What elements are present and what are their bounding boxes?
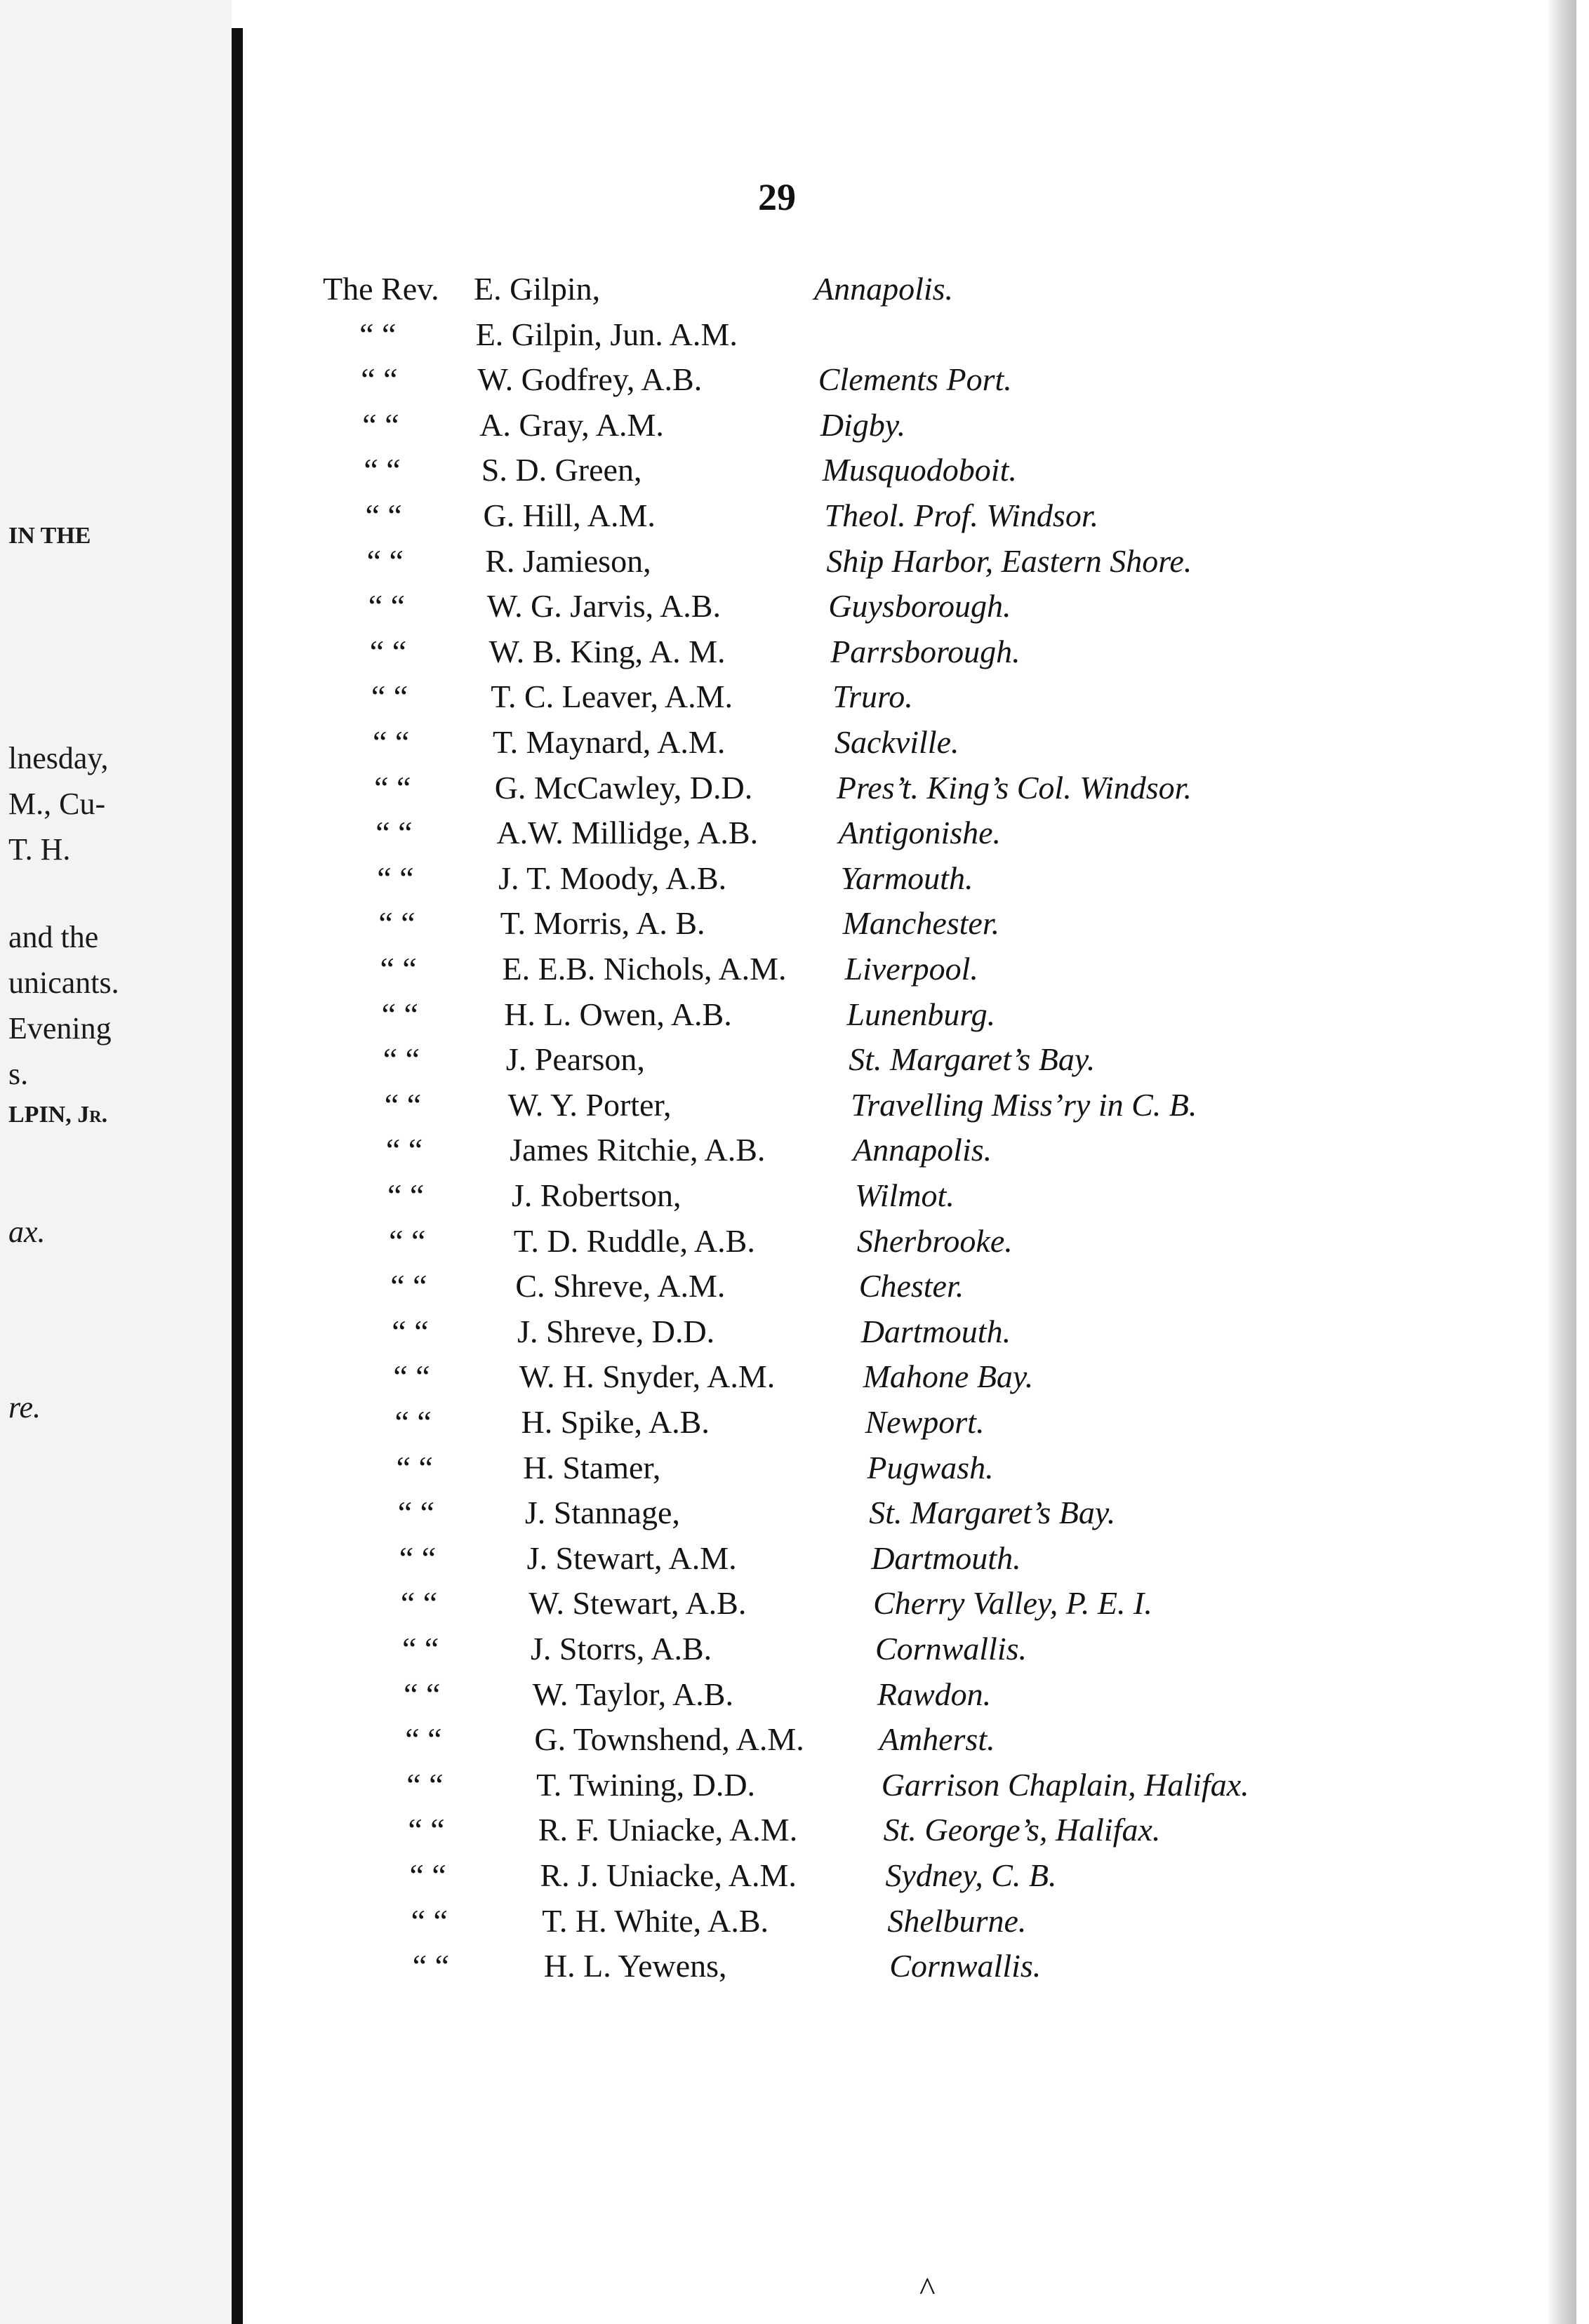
entry-prefix: “ “ xyxy=(369,633,407,669)
entry-prefix: “ “ xyxy=(365,497,402,533)
entry-prefix: “ “ xyxy=(385,1132,423,1168)
clergy-name: E. E.B. Nichols, A.M. xyxy=(502,951,787,987)
list-item xyxy=(339,769,1193,814)
parish-place: Liverpool. xyxy=(844,951,978,987)
list-item xyxy=(360,1403,1194,1448)
parish-place: Antigonishe. xyxy=(838,815,1002,851)
list-item xyxy=(323,270,1193,315)
entry-prefix: “ “ xyxy=(389,1222,426,1259)
clergy-name: H. L. Yewens, xyxy=(543,1948,727,1984)
page-gutter xyxy=(232,28,243,2324)
page-number: 29 xyxy=(758,176,796,218)
parish-place: Amherst. xyxy=(879,1721,995,1758)
list-item xyxy=(368,1676,1193,1721)
left-page-fragment: Evening xyxy=(8,1011,112,1046)
list-item xyxy=(347,996,1193,1041)
entry-prefix: “ “ xyxy=(366,542,404,579)
previous-page-fragment xyxy=(0,0,232,2324)
entry-prefix: “ “ xyxy=(411,1902,448,1939)
clergy-name: R. J. Uniacke, A.M. xyxy=(540,1857,797,1893)
parish-place: Annapolis. xyxy=(814,271,954,307)
entry-prefix: “ “ xyxy=(362,406,399,443)
list-item xyxy=(378,1947,1193,1992)
list-item xyxy=(363,1494,1193,1539)
parish-place: Annapolis. xyxy=(853,1132,992,1168)
list-item xyxy=(358,1358,1193,1403)
entry-prefix: “ “ xyxy=(371,679,408,715)
list-item xyxy=(361,1449,1193,1494)
entry-prefix: “ “ xyxy=(383,1041,420,1078)
parish-place: Cornwallis. xyxy=(889,1948,1042,1984)
entry-prefix: “ “ xyxy=(405,1721,442,1758)
list-item xyxy=(373,1811,1193,1856)
parish-place: Sackville. xyxy=(835,724,959,760)
clergy-name: T. Morris, A. B. xyxy=(500,905,705,942)
list-item xyxy=(355,1267,1193,1312)
entry-prefix: “ “ xyxy=(375,815,413,851)
list-item xyxy=(332,542,1193,587)
parish-place: Cornwallis. xyxy=(875,1631,1028,1667)
list-item xyxy=(333,587,1193,632)
list-item xyxy=(345,950,1194,995)
clergy-name: J. Storrs, A.B. xyxy=(531,1631,712,1667)
parish-place: Truro. xyxy=(832,679,913,715)
parish-place: Shelburne. xyxy=(887,1902,1027,1939)
clergy-name: W. H. Snyder, A.M. xyxy=(519,1358,776,1395)
clergy-name: T. Twining, D.D. xyxy=(536,1766,756,1803)
parish-place: Lunenburg. xyxy=(846,996,996,1032)
clergy-name: W. Stewart, A.B. xyxy=(528,1585,747,1622)
entry-prefix: “ “ xyxy=(377,860,414,896)
clergy-name: R. F. Uniacke, A.M. xyxy=(538,1812,798,1848)
parish-place: Ship Harbor, Eastern Shore. xyxy=(826,542,1192,579)
entry-prefix: “ “ xyxy=(373,724,410,760)
clergy-name: W. Taylor, A.B. xyxy=(532,1676,733,1712)
clergy-name: E. Gilpin, xyxy=(474,271,601,307)
entry-prefix: “ “ xyxy=(399,1540,437,1576)
left-page-fragment: and the xyxy=(8,920,99,954)
entry-prefix: The Rev. xyxy=(323,271,439,307)
entry-prefix: “ “ xyxy=(361,361,398,398)
list-item xyxy=(342,860,1193,904)
parish-place: Musquodoboit. xyxy=(822,452,1017,488)
left-page-fragment: LPIN, Jr. xyxy=(8,1102,108,1128)
entry-prefix: “ “ xyxy=(380,951,417,987)
list-item xyxy=(343,904,1193,949)
clergy-name: J. Stannage, xyxy=(524,1495,680,1531)
clergy-name: J. Stewart, A.M. xyxy=(526,1540,737,1576)
parish-place: Rawdon. xyxy=(877,1676,992,1712)
clergy-name: G. Hill, A.M. xyxy=(483,497,656,533)
clergy-name: T. Maynard, A.M. xyxy=(493,724,726,760)
left-page-fragment: IN THE xyxy=(8,523,91,549)
parish-place: Pres’t. King’s Col. Windsor. xyxy=(836,769,1192,806)
clergy-name: J. Shreve, D.D. xyxy=(517,1313,715,1349)
entry-prefix: “ “ xyxy=(384,1086,422,1123)
parish-place: Wilmot. xyxy=(855,1177,955,1213)
left-page-fragment: T. H. xyxy=(8,832,71,867)
list-item xyxy=(331,497,1194,542)
entry-prefix: “ “ xyxy=(393,1358,430,1395)
entry-prefix: “ “ xyxy=(408,1812,445,1848)
clergy-name: R. Jamieson, xyxy=(485,542,651,579)
entry-prefix: “ “ xyxy=(359,316,397,352)
entry-prefix: “ “ xyxy=(400,1585,438,1622)
parish-place: Parrsborough. xyxy=(830,633,1020,669)
list-item xyxy=(375,1857,1194,1902)
left-page-fragment: ax. xyxy=(8,1215,46,1249)
parish-place: St. Margaret’s Bay. xyxy=(849,1041,1096,1078)
parish-place: Mahone Bay. xyxy=(863,1358,1034,1395)
clergy-name: W. B. King, A. M. xyxy=(488,633,726,669)
list-item xyxy=(338,723,1193,768)
entry-prefix: “ “ xyxy=(364,452,401,488)
clergy-name: J. Pearson, xyxy=(505,1041,645,1078)
left-page-fragment: lnesday, xyxy=(8,741,109,775)
clergy-name: W. Godfrey, A.B. xyxy=(477,361,703,398)
list-item xyxy=(351,1131,1193,1176)
list-item xyxy=(348,1041,1193,1086)
list-item xyxy=(364,1540,1193,1584)
clergy-name: E. Gilpin, Jun. A.M. xyxy=(475,316,738,352)
scan-mark: ^ xyxy=(919,2271,936,2308)
parish-place: Pugwash. xyxy=(867,1449,994,1485)
entry-prefix: “ “ xyxy=(402,1631,439,1667)
left-page-fragment: M., Cu- xyxy=(8,787,106,821)
left-page-fragment: unicants. xyxy=(8,966,119,1000)
parish-place: St. George’s, Halifax. xyxy=(883,1812,1161,1848)
clergy-name: J. T. Moody, A.B. xyxy=(498,860,727,896)
parish-place: Chester. xyxy=(858,1268,964,1304)
clergy-name: C. Shreve, A.M. xyxy=(515,1268,726,1304)
parish-place: Dartmouth. xyxy=(860,1313,1011,1349)
clergy-name: H. L. Owen, A.B. xyxy=(504,996,732,1032)
list-item xyxy=(324,316,1193,361)
clergy-name: G. McCawley, D.D. xyxy=(494,769,753,806)
parish-place: Garrison Chaplain, Halifax. xyxy=(881,1766,1249,1803)
entry-prefix: “ “ xyxy=(392,1313,429,1349)
parish-place: Newport. xyxy=(865,1404,985,1440)
entry-prefix: “ “ xyxy=(390,1268,427,1304)
clergy-name: T. H. White, A.B. xyxy=(542,1902,769,1939)
parish-place: Sherbrooke. xyxy=(856,1222,1013,1259)
entry-prefix: “ “ xyxy=(406,1766,444,1803)
clergy-name: A. Gray, A.M. xyxy=(479,406,664,443)
list-item xyxy=(376,1902,1193,1947)
list-item xyxy=(370,1721,1193,1765)
list-item xyxy=(326,361,1193,406)
list-item xyxy=(357,1313,1193,1358)
clergy-name: T. D. Ruddle, A.B. xyxy=(513,1222,755,1259)
clergy-name: H. Stamer, xyxy=(523,1449,661,1485)
list-item xyxy=(371,1766,1249,1811)
entry-prefix: “ “ xyxy=(368,588,406,625)
clergy-name: A.W. Millidge, A.B. xyxy=(496,815,759,851)
left-page-fragment: s. xyxy=(8,1057,29,1091)
list-item xyxy=(335,633,1193,678)
left-page-fragment: re. xyxy=(8,1390,41,1424)
list-item xyxy=(350,1086,1197,1131)
entry-prefix: “ “ xyxy=(397,1495,435,1531)
list-item xyxy=(367,1630,1193,1675)
list-item xyxy=(366,1584,1193,1629)
entry-prefix: “ “ xyxy=(378,905,415,942)
parish-place: Clements Port. xyxy=(818,361,1012,398)
list-item xyxy=(340,814,1193,859)
entry-prefix: “ “ xyxy=(396,1449,433,1485)
parish-place: Sydney, C. B. xyxy=(885,1857,1057,1893)
parish-place: Yarmouth. xyxy=(840,860,973,896)
entry-prefix: “ “ xyxy=(409,1857,446,1893)
clergy-name: H. Spike, A.B. xyxy=(521,1404,710,1440)
entry-prefix: “ “ xyxy=(387,1177,425,1213)
parish-place: Manchester. xyxy=(842,905,1000,942)
clergy-name: J. Robertson, xyxy=(512,1177,682,1213)
parish-place: Travelling Miss’ry in C. B. xyxy=(851,1086,1197,1123)
parish-place: Dartmouth. xyxy=(871,1540,1021,1576)
clergy-name: S. D. Green, xyxy=(481,452,642,488)
parish-place: Theol. Prof. Windsor. xyxy=(824,497,1099,533)
clergy-name: W. G. Jarvis, A.B. xyxy=(486,588,721,625)
list-item xyxy=(327,406,1193,451)
list-item xyxy=(354,1222,1193,1267)
entry-prefix: “ “ xyxy=(381,996,418,1032)
page-edge xyxy=(1548,0,1576,2324)
entry-prefix: “ “ xyxy=(374,769,411,806)
entry-prefix: “ “ xyxy=(394,1404,432,1440)
parish-place: Cherry Valley, P. E. I. xyxy=(873,1585,1152,1622)
entry-prefix: “ “ xyxy=(412,1948,450,1984)
list-item xyxy=(328,451,1193,496)
entry-prefix: “ “ xyxy=(404,1676,441,1712)
clergy-name: T. C. Leaver, A.M. xyxy=(491,679,733,715)
list-item xyxy=(352,1177,1193,1222)
clergy-name: James Ritchie, A.B. xyxy=(510,1132,766,1168)
parish-place: Digby. xyxy=(820,406,906,443)
parish-place: Guysborough. xyxy=(828,588,1011,625)
list-item xyxy=(336,678,1193,723)
clergy-name: W. Y. Porter, xyxy=(507,1086,672,1123)
clergy-name: G. Townshend, A.M. xyxy=(534,1721,804,1758)
parish-place: St. Margaret’s Bay. xyxy=(869,1495,1116,1531)
